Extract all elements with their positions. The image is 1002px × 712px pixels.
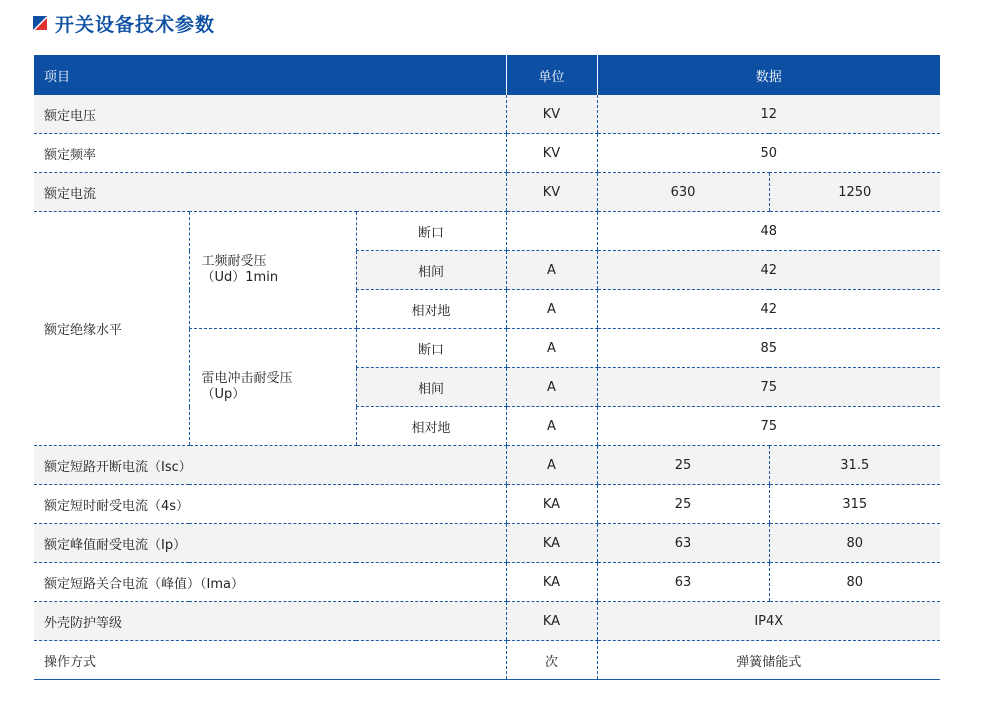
- sub-row-name: 相对地: [356, 407, 506, 446]
- table-row: [34, 563, 940, 602]
- row-value-1: 63: [597, 524, 769, 563]
- sub-row-value: 42: [597, 251, 940, 290]
- row-unit: KV: [506, 95, 597, 134]
- sub-row-unit: A: [506, 290, 597, 329]
- row-value-1: 25: [597, 446, 769, 485]
- sub-row-unit: A: [506, 368, 597, 407]
- row-value-2: 315: [769, 485, 940, 524]
- spec-table: [34, 55, 940, 680]
- table-row: [34, 134, 940, 173]
- sub-row-name: 相间: [356, 368, 506, 407]
- sub-row-name: 断口: [356, 212, 506, 251]
- table-row: [34, 485, 940, 524]
- power-freq-label: [189, 212, 356, 329]
- row-value: 弹簧储能式: [597, 641, 940, 680]
- sub-row-unit: A: [506, 251, 597, 290]
- sub-row-value: 48: [597, 212, 940, 251]
- row-value: 50: [597, 134, 940, 173]
- power-freq-label-line2: （Ud）1min: [201, 270, 279, 285]
- row-label: 外壳防护等级: [34, 602, 506, 641]
- row-label: 操作方式: [34, 641, 506, 680]
- row-unit: A: [506, 446, 597, 485]
- row-label: 额定峰值耐受电流（Ip）: [34, 524, 506, 563]
- row-unit: 次: [506, 641, 597, 680]
- row-value-2: 80: [769, 563, 940, 602]
- header-item: 项目: [34, 55, 506, 95]
- table-row: [34, 641, 940, 680]
- row-label: 额定频率: [34, 134, 506, 173]
- sub-row-unit: A: [506, 407, 597, 446]
- header-data: 数据: [597, 55, 940, 95]
- row-unit: KA: [506, 524, 597, 563]
- sub-row-name: 断口: [356, 329, 506, 368]
- row-value-2: 80: [769, 524, 940, 563]
- row-unit: KA: [506, 602, 597, 641]
- row-label: 额定短路关合电流（峰值）（Ima）: [34, 563, 506, 602]
- lightning-label-line1: 雷电冲击耐受压: [201, 371, 293, 386]
- table-row: [34, 173, 940, 212]
- row-label: 额定电流: [34, 173, 506, 212]
- sub-row-value: 75: [597, 407, 940, 446]
- sub-row-unit: A: [506, 329, 597, 368]
- sub-row-value: 42: [597, 290, 940, 329]
- row-unit: KA: [506, 485, 597, 524]
- insulation-label: 额定绝缘水平: [34, 212, 189, 446]
- sub-row-name: 相对地: [356, 290, 506, 329]
- header-unit: 单位: [506, 55, 597, 95]
- row-value-2: 31.5: [769, 446, 940, 485]
- sub-row-value: 75: [597, 368, 940, 407]
- title-flag-icon: [33, 16, 47, 30]
- row-value: IP4X: [597, 602, 940, 641]
- table-row: [34, 446, 940, 485]
- row-value-1: 630: [597, 173, 769, 212]
- table-row: [34, 602, 940, 641]
- table-header: [34, 55, 940, 95]
- sub-row-value: 85: [597, 329, 940, 368]
- lightning-label: [189, 329, 356, 446]
- table-row: [34, 95, 940, 134]
- row-label: 额定短时耐受电流（4s）: [34, 485, 506, 524]
- table-row: [34, 524, 940, 563]
- row-value-1: 25: [597, 485, 769, 524]
- row-unit: KV: [506, 134, 597, 173]
- row-value-2: 1250: [769, 173, 940, 212]
- sub-row-unit: [506, 212, 597, 251]
- row-label: 额定短路开断电流（Isc）: [34, 446, 506, 485]
- row-label: 额定电压: [34, 95, 506, 134]
- lightning-label-line2: （Up）: [201, 387, 246, 402]
- power-freq-label-line1: 工频耐受压: [201, 254, 267, 269]
- page-title: [33, 10, 215, 36]
- row-value: 12: [597, 95, 940, 134]
- title-text: 开关设备技术参数: [55, 13, 216, 36]
- row-value-1: 63: [597, 563, 769, 602]
- row-unit: KV: [506, 173, 597, 212]
- sub-row-name: 相间: [356, 251, 506, 290]
- table-row: [34, 212, 940, 251]
- row-unit: KA: [506, 563, 597, 602]
